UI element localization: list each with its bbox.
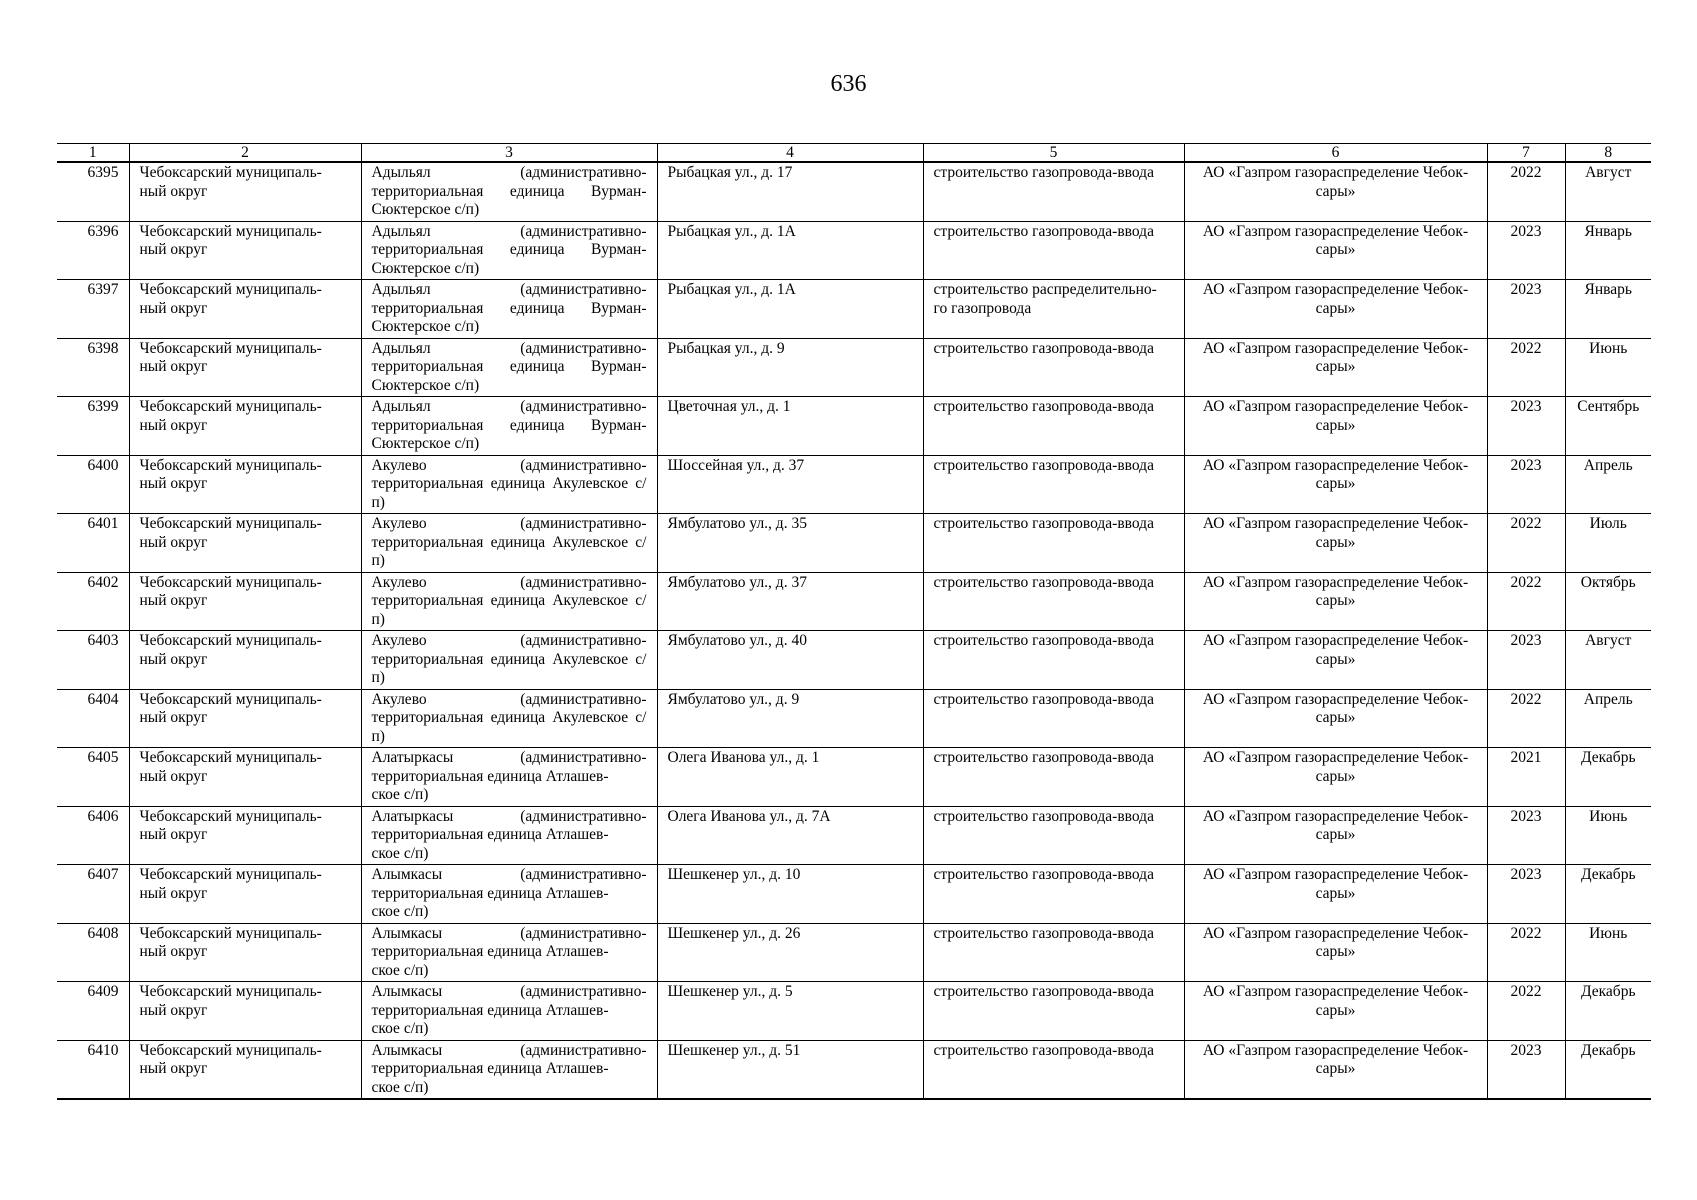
district-cell: Чебоксарский муниципаль- ный округ — [129, 221, 361, 280]
locality-cell: Адыльял (административно-территориальная единица Вурман-Сюктерское с/п) — [361, 338, 657, 397]
company-cell: АО «Газпром газораспределение Чебок- сары» — [1184, 397, 1487, 456]
column-number: 6 — [1184, 144, 1487, 163]
district-cell: Чебоксарский муниципаль- ный округ — [129, 748, 361, 807]
month-cell: Август — [1565, 162, 1651, 221]
table-row — [57, 806, 1651, 865]
row-number-cell: 6408 — [57, 923, 129, 982]
district-cell: Чебоксарский муниципаль- ный округ — [129, 397, 361, 456]
row-number-cell: 6395 — [57, 162, 129, 221]
company-cell: АО «Газпром газораспределение Чебок- сары» — [1184, 455, 1487, 514]
year-cell: 2023 — [1487, 631, 1565, 690]
row-number-cell: 6407 — [57, 865, 129, 924]
district-cell: Чебоксарский муниципаль- ный округ — [129, 982, 361, 1041]
address-cell: Ямбулатово ул., д. 37 — [657, 572, 923, 631]
year-cell: 2023 — [1487, 455, 1565, 514]
address-cell: Шешкенер ул., д. 26 — [657, 923, 923, 982]
row-number-cell: 6405 — [57, 748, 129, 807]
district-cell: Чебоксарский муниципаль- ный округ — [129, 162, 361, 221]
year-cell: 2022 — [1487, 338, 1565, 397]
row-number-cell: 6398 — [57, 338, 129, 397]
address-cell: Шешкенер ул., д. 10 — [657, 865, 923, 924]
month-cell: Апрель — [1565, 689, 1651, 748]
district-cell: Чебоксарский муниципаль- ный округ — [129, 514, 361, 573]
work-type-cell: строительство газопровода-ввода — [923, 748, 1184, 807]
row-number-cell: 6404 — [57, 689, 129, 748]
locality-cell: Акулево (административно-территориальная единица Акулевское с/п) — [361, 514, 657, 573]
locality-cell: Алымкасы (административно-территориальная единица Атлашев- ское с/п) — [361, 923, 657, 982]
district-cell: Чебоксарский муниципаль- ный округ — [129, 455, 361, 514]
month-cell: Октябрь — [1565, 572, 1651, 631]
year-cell: 2022 — [1487, 162, 1565, 221]
address-cell: Ямбулатово ул., д. 35 — [657, 514, 923, 573]
table-row — [57, 1040, 1651, 1099]
address-cell: Ямбулатово ул., д. 9 — [657, 689, 923, 748]
month-cell: Июнь — [1565, 923, 1651, 982]
address-cell: Цветочная ул., д. 1 — [657, 397, 923, 456]
work-type-cell: строительство газопровода-ввода — [923, 982, 1184, 1041]
work-type-cell: строительство газопровода-ввода — [923, 631, 1184, 690]
month-cell: Июнь — [1565, 338, 1651, 397]
gasification-table — [57, 143, 1651, 1100]
year-cell: 2023 — [1487, 1040, 1565, 1099]
work-type-cell: строительство газопровода-ввода — [923, 806, 1184, 865]
table-row — [57, 280, 1651, 339]
locality-cell: Алатыркасы (административно-территориальная единица Атлашев- ское с/п) — [361, 748, 657, 807]
address-cell: Ямбулатово ул., д. 40 — [657, 631, 923, 690]
column-number: 2 — [129, 144, 361, 163]
address-cell: Шешкенер ул., д. 51 — [657, 1040, 923, 1099]
address-cell: Рыбацкая ул., д. 17 — [657, 162, 923, 221]
address-cell: Шешкенер ул., д. 5 — [657, 982, 923, 1041]
work-type-cell: строительство газопровода-ввода — [923, 865, 1184, 924]
year-cell: 2022 — [1487, 982, 1565, 1041]
table-row — [57, 221, 1651, 280]
district-cell: Чебоксарский муниципаль- ный округ — [129, 572, 361, 631]
locality-cell: Адыльял (административно-территориальная единица Вурман-Сюктерское с/п) — [361, 221, 657, 280]
locality-cell: Адыльял (административно-территориальная единица Вурман-Сюктерское с/п) — [361, 162, 657, 221]
row-number-cell: 6410 — [57, 1040, 129, 1099]
company-cell: АО «Газпром газораспределение Чебок- сары» — [1184, 572, 1487, 631]
month-cell: Декабрь — [1565, 1040, 1651, 1099]
table-row — [57, 982, 1651, 1041]
district-cell: Чебоксарский муниципаль- ный округ — [129, 1040, 361, 1099]
year-cell: 2022 — [1487, 923, 1565, 982]
row-number-cell: 6406 — [57, 806, 129, 865]
column-number: 5 — [923, 144, 1184, 163]
column-number: 1 — [57, 144, 129, 163]
work-type-cell: строительство распределительно- го газопровода — [923, 280, 1184, 339]
locality-cell: Алатыркасы (административно-территориальная единица Атлашев- ское с/п) — [361, 806, 657, 865]
work-type-cell: строительство газопровода-ввода — [923, 572, 1184, 631]
district-cell: Чебоксарский муниципаль- ный округ — [129, 338, 361, 397]
address-cell: Рыбацкая ул., д. 1А — [657, 221, 923, 280]
locality-cell: Алымкасы (административно-территориальная единица Атлашев- ское с/п) — [361, 1040, 657, 1099]
locality-cell: Алымкасы (административно-территориальная единица Атлашев- ское с/п) — [361, 865, 657, 924]
column-number: 4 — [657, 144, 923, 163]
table-row — [57, 397, 1651, 456]
company-cell: АО «Газпром газораспределение Чебок- сары» — [1184, 982, 1487, 1041]
column-number: 7 — [1487, 144, 1565, 163]
locality-cell: Акулево (административно-территориальная единица Акулевское с/п) — [361, 689, 657, 748]
district-cell: Чебоксарский муниципаль- ный округ — [129, 631, 361, 690]
row-number-cell: 6402 — [57, 572, 129, 631]
table-row — [57, 455, 1651, 514]
district-cell: Чебоксарский муниципаль- ный округ — [129, 689, 361, 748]
work-type-cell: строительство газопровода-ввода — [923, 162, 1184, 221]
work-type-cell: строительство газопровода-ввода — [923, 689, 1184, 748]
year-cell: 2022 — [1487, 514, 1565, 573]
month-cell: Август — [1565, 631, 1651, 690]
locality-cell: Акулево (административно-территориальная единица Акулевское с/п) — [361, 572, 657, 631]
column-number: 3 — [361, 144, 657, 163]
table-row — [57, 631, 1651, 690]
locality-cell: Акулево (административно-территориальная единица Акулевское с/п) — [361, 455, 657, 514]
company-cell: АО «Газпром газораспределение Чебок- сары» — [1184, 748, 1487, 807]
month-cell: Сентябрь — [1565, 397, 1651, 456]
district-cell: Чебоксарский муниципаль- ный округ — [129, 865, 361, 924]
row-number-cell: 6400 — [57, 455, 129, 514]
work-type-cell: строительство газопровода-ввода — [923, 455, 1184, 514]
locality-cell: Адыльял (административно-территориальная единица Вурман-Сюктерское с/п) — [361, 280, 657, 339]
address-cell: Олега Иванова ул., д. 7А — [657, 806, 923, 865]
district-cell: Чебоксарский муниципаль- ный округ — [129, 280, 361, 339]
district-cell: Чебоксарский муниципаль- ный округ — [129, 923, 361, 982]
company-cell: АО «Газпром газораспределение Чебок- сары» — [1184, 631, 1487, 690]
month-cell: Июнь — [1565, 806, 1651, 865]
company-cell: АО «Газпром газораспределение Чебок- сары» — [1184, 338, 1487, 397]
work-type-cell: строительство газопровода-ввода — [923, 338, 1184, 397]
year-cell: 2021 — [1487, 748, 1565, 807]
column-number-row — [57, 144, 1651, 163]
company-cell: АО «Газпром газораспределение Чебок- сары» — [1184, 280, 1487, 339]
company-cell: АО «Газпром газораспределение Чебок- сары» — [1184, 162, 1487, 221]
row-number-cell: 6397 — [57, 280, 129, 339]
table-row — [57, 923, 1651, 982]
work-type-cell: строительство газопровода-ввода — [923, 514, 1184, 573]
address-cell: Шоссейная ул., д. 37 — [657, 455, 923, 514]
row-number-cell: 6399 — [57, 397, 129, 456]
page-number: 636 — [830, 71, 867, 97]
table-row — [57, 572, 1651, 631]
month-cell: Декабрь — [1565, 982, 1651, 1041]
month-cell: Январь — [1565, 280, 1651, 339]
row-number-cell: 6401 — [57, 514, 129, 573]
work-type-cell: строительство газопровода-ввода — [923, 923, 1184, 982]
company-cell: АО «Газпром газораспределение Чебок- сары» — [1184, 514, 1487, 573]
row-number-cell: 6409 — [57, 982, 129, 1041]
month-cell: Декабрь — [1565, 748, 1651, 807]
month-cell: Июль — [1565, 514, 1651, 573]
company-cell: АО «Газпром газораспределение Чебок- сары» — [1184, 689, 1487, 748]
year-cell: 2023 — [1487, 221, 1565, 280]
work-type-cell: строительство газопровода-ввода — [923, 221, 1184, 280]
work-type-cell: строительство газопровода-ввода — [923, 397, 1184, 456]
company-cell: АО «Газпром газораспределение Чебок- сары» — [1184, 923, 1487, 982]
year-cell: 2023 — [1487, 865, 1565, 924]
address-cell: Олега Иванова ул., д. 1 — [657, 748, 923, 807]
table-body — [57, 162, 1651, 1099]
column-number: 8 — [1565, 144, 1651, 163]
address-cell: Рыбацкая ул., д. 9 — [657, 338, 923, 397]
district-cell: Чебоксарский муниципаль- ный округ — [129, 806, 361, 865]
table-row — [57, 689, 1651, 748]
company-cell: АО «Газпром газораспределение Чебок- сары» — [1184, 1040, 1487, 1099]
year-cell: 2023 — [1487, 280, 1565, 339]
month-cell: Январь — [1565, 221, 1651, 280]
year-cell: 2022 — [1487, 689, 1565, 748]
table-row — [57, 748, 1651, 807]
address-cell: Рыбацкая ул., д. 1А — [657, 280, 923, 339]
company-cell: АО «Газпром газораспределение Чебок- сары» — [1184, 806, 1487, 865]
row-number-cell: 6396 — [57, 221, 129, 280]
row-number-cell: 6403 — [57, 631, 129, 690]
year-cell: 2023 — [1487, 397, 1565, 456]
year-cell: 2022 — [1487, 572, 1565, 631]
year-cell: 2023 — [1487, 806, 1565, 865]
table-row — [57, 162, 1651, 221]
table-row — [57, 338, 1651, 397]
table-row — [57, 514, 1651, 573]
table-row — [57, 865, 1651, 924]
company-cell: АО «Газпром газораспределение Чебок- сары» — [1184, 221, 1487, 280]
work-type-cell: строительство газопровода-ввода — [923, 1040, 1184, 1099]
locality-cell: Акулево (административно-территориальная единица Акулевское с/п) — [361, 631, 657, 690]
month-cell: Апрель — [1565, 455, 1651, 514]
month-cell: Декабрь — [1565, 865, 1651, 924]
locality-cell: Адыльял (административно-территориальная единица Вурман-Сюктерское с/п) — [361, 397, 657, 456]
company-cell: АО «Газпром газораспределение Чебок- сары» — [1184, 865, 1487, 924]
locality-cell: Алымкасы (административно-территориальная единица Атлашев- ское с/п) — [361, 982, 657, 1041]
